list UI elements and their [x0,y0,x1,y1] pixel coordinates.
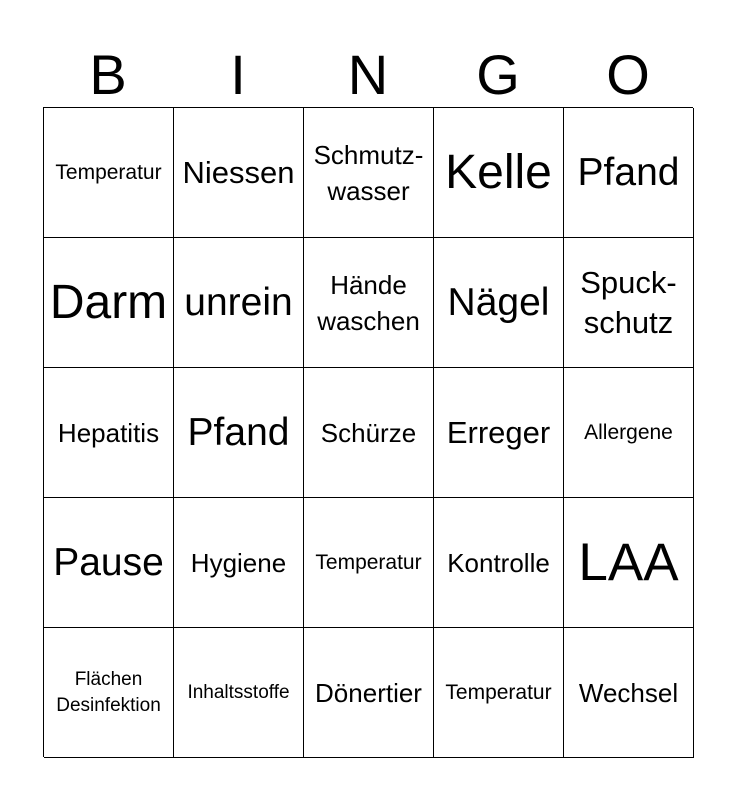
bingo-cell[interactable] [564,628,694,758]
bingo-cell[interactable] [434,368,564,498]
cell-label: Temperatur [445,680,552,704]
bingo-cell[interactable] [174,108,304,238]
bingo-cell[interactable] [174,498,304,628]
bingo-cell[interactable] [174,628,304,758]
bingo-cell[interactable] [44,628,174,758]
cell-label: Temperatur [55,160,162,184]
bingo-cell[interactable] [44,498,174,628]
cell-label: Schürze [320,417,417,448]
cell-label: Wechsel [578,677,679,708]
bingo-cell[interactable] [564,238,694,368]
bingo-cell[interactable] [564,108,694,238]
bingo-cell[interactable] [304,368,434,498]
cell-label: Allergene [584,420,673,444]
bingo-cell[interactable] [434,238,564,368]
bingo-cell[interactable] [304,628,434,758]
cell-label: Kontrolle [447,547,550,578]
bingo-cell[interactable] [304,498,434,628]
cell-label: Erreger [446,414,551,450]
header-letter-b: B [89,43,127,106]
bingo-cell[interactable] [174,238,304,368]
cell-label: Inhaltsstoffe [187,681,290,703]
bingo-cell[interactable] [44,368,174,498]
cell-label: Temperatur [315,550,422,574]
bingo-cell[interactable] [174,368,304,498]
bingo-card [43,107,693,757]
cell-label: Nägel [447,280,550,324]
cell-label: Schmutz- wasser [313,139,424,206]
bingo-cell[interactable] [304,108,434,238]
header-letter-g: G [476,43,520,106]
cell-label: Pause [53,540,164,584]
header-letter-n: N [347,43,389,106]
cell-label: unrein [184,280,293,324]
bingo-cell[interactable] [44,238,174,368]
header-letter-o: O [606,43,650,106]
cell-label: Dönertier [315,677,422,708]
cell-label: Pfand [577,150,680,194]
cell-label: LAA [578,532,679,592]
bingo-cell[interactable] [434,108,564,238]
bingo-cell[interactable] [434,498,564,628]
cell-label: Hepatitis [57,417,160,448]
cell-label: Spuck- schutz [580,264,677,340]
header-letter-i: I [230,43,246,106]
cell-label: Flächen Desinfektion [56,668,161,716]
bingo-cell[interactable] [44,108,174,238]
cell-label: Niessen [182,154,295,190]
cell-label: Pfand [187,410,290,454]
bingo-cell[interactable] [434,628,564,758]
bingo-cell[interactable] [304,238,434,368]
bingo-cell[interactable] [564,368,694,498]
cell-label: Kelle [445,145,552,199]
bingo-header [43,42,693,108]
cell-label: Hände waschen [317,269,420,336]
cell-label: Hygiene [190,547,287,578]
cell-label: Darm [49,275,168,329]
bingo-cell[interactable] [564,498,694,628]
